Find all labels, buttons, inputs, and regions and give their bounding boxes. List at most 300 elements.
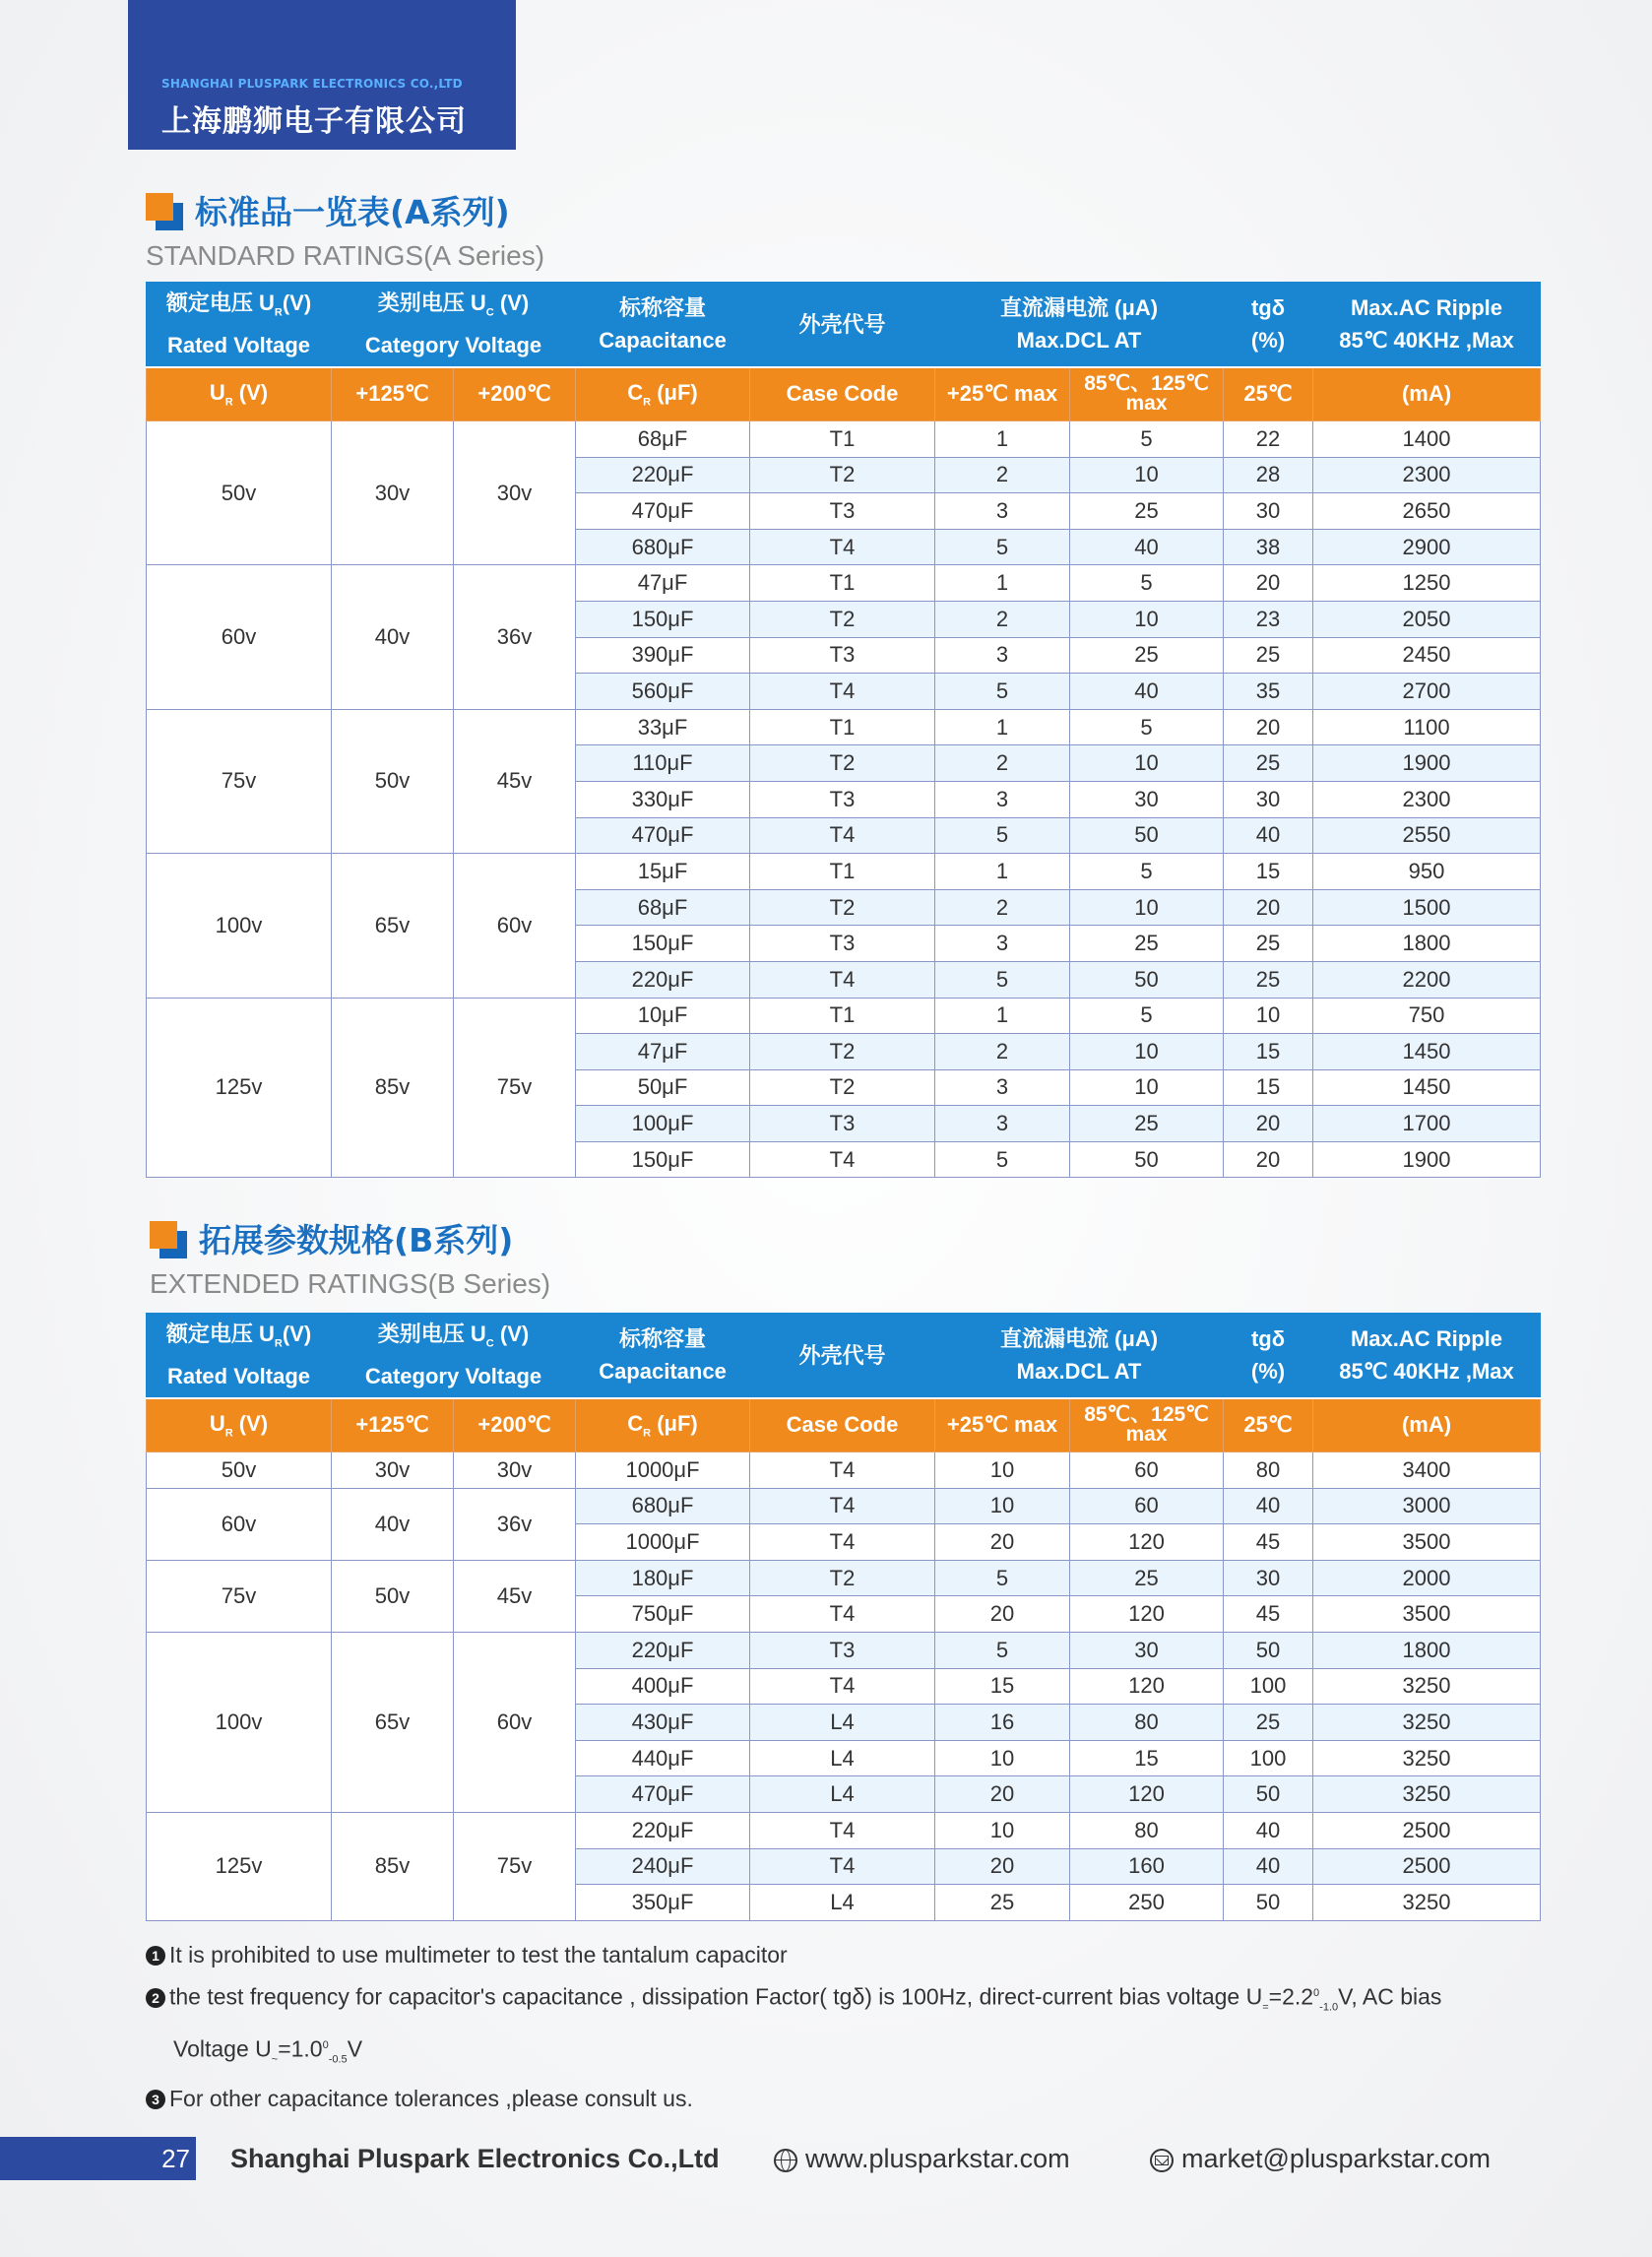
header-rated-voltage <box>147 1314 332 1398</box>
dcl-25-cell: 5 <box>935 1141 1070 1178</box>
dcl-85-cell: 25 <box>1070 637 1224 674</box>
table-row <box>147 565 1541 602</box>
dcl-85-cell: 10 <box>1070 601 1224 637</box>
header-capacitance <box>576 1314 750 1398</box>
capacitance-cell: 330μF <box>576 781 750 817</box>
capacitance-cell: 68μF <box>576 889 750 926</box>
header-text: (V) <box>232 380 269 406</box>
header-t25: 25℃ <box>1224 367 1313 421</box>
table-row <box>147 1452 1541 1489</box>
header-t125: +125℃ <box>332 1398 454 1452</box>
dcl-25-cell: 3 <box>935 1069 1070 1106</box>
category-200-cell: 75v <box>454 1812 576 1920</box>
capacitance-cell: 220μF <box>576 1812 750 1848</box>
header-text: 类别电压 U <box>377 290 486 316</box>
header-text: C <box>627 1411 644 1437</box>
header-text: (μF) <box>651 380 698 406</box>
ripple-cell: 2200 <box>1313 961 1541 998</box>
tg-cell: 38 <box>1224 529 1313 565</box>
header-text: C <box>627 380 644 406</box>
header-tg <box>1224 1314 1313 1398</box>
capacitance-cell: 470μF <box>576 1776 750 1813</box>
header-text: Rated Voltage <box>166 333 311 358</box>
tg-cell: 15 <box>1224 854 1313 890</box>
dcl-85-cell: 5 <box>1070 565 1224 602</box>
case-code-cell: T3 <box>750 493 935 530</box>
mail-icon <box>1150 2149 1174 2172</box>
dcl-85-cell: 10 <box>1070 889 1224 926</box>
capacitance-cell: 220μF <box>576 457 750 493</box>
tg-cell: 45 <box>1224 1524 1313 1561</box>
dcl-25-cell: 20 <box>935 1776 1070 1813</box>
capacitance-cell: 220μF <box>576 1632 750 1668</box>
note-number-badge: 2 <box>146 1988 165 2008</box>
section-square-icon <box>150 1221 189 1260</box>
ripple-cell: 750 <box>1313 998 1541 1034</box>
rated-voltage-cell: 125v <box>147 998 332 1178</box>
dcl-85-cell: 10 <box>1070 1069 1224 1106</box>
ripple-cell: 3250 <box>1313 1740 1541 1776</box>
ripple-cell: 1700 <box>1313 1106 1541 1142</box>
header-capacitance <box>576 283 750 367</box>
category-200-cell: 30v <box>454 1452 576 1489</box>
ripple-cell: 2500 <box>1313 1848 1541 1885</box>
header-text: 标称容量 <box>618 295 706 321</box>
dcl-85-cell: 160 <box>1070 1848 1224 1885</box>
header-t200: +200℃ <box>454 1398 576 1452</box>
header-text: (%) <box>1250 328 1286 354</box>
dcl-85-cell: 10 <box>1070 1034 1224 1070</box>
ripple-cell: 1900 <box>1313 745 1541 782</box>
case-code-cell: T2 <box>750 745 935 782</box>
company-name-en: SHANGHAI PLUSPARK ELECTRONICS CO.,LTD <box>161 77 463 91</box>
ripple-cell: 2500 <box>1313 1812 1541 1848</box>
category-125-cell: 30v <box>332 1452 454 1489</box>
section-square-icon <box>146 193 185 232</box>
tg-cell: 100 <box>1224 1668 1313 1705</box>
tg-cell: 40 <box>1224 1812 1313 1848</box>
capacitance-cell: 400μF <box>576 1668 750 1705</box>
tg-cell: 20 <box>1224 709 1313 745</box>
header-rated-voltage <box>147 283 332 367</box>
header-t85 <box>1070 1398 1224 1452</box>
dcl-25-cell: 5 <box>935 1560 1070 1596</box>
capacitance-cell: 10μF <box>576 998 750 1034</box>
tg-cell: 25 <box>1224 745 1313 782</box>
case-code-cell: T3 <box>750 781 935 817</box>
tg-cell: 25 <box>1224 926 1313 962</box>
category-200-cell: 75v <box>454 998 576 1178</box>
header-text: (V) <box>282 290 312 316</box>
category-125-cell: 40v <box>332 1488 454 1560</box>
table-row <box>147 1560 1541 1596</box>
section-a-title-cn: 标准品一览表(A系列) <box>195 193 510 231</box>
capacitance-cell: 240μF <box>576 1848 750 1885</box>
ripple-cell: 3250 <box>1313 1705 1541 1741</box>
note-2 <box>146 1974 1544 2027</box>
subscript: R <box>274 306 283 319</box>
dcl-85-cell: 25 <box>1070 1106 1224 1142</box>
note-subscript: -1.0 <box>1319 2001 1339 2014</box>
note-superscript: 0 <box>322 2039 329 2052</box>
capacitance-cell: 220μF <box>576 961 750 998</box>
header-text: tgδ <box>1250 295 1286 321</box>
ripple-cell: 2700 <box>1313 674 1541 710</box>
header-ripple <box>1313 1314 1541 1398</box>
rated-voltage-cell: 50v <box>147 1452 332 1489</box>
section-a-title-en: STANDARD RATINGS(A Series) <box>146 240 545 271</box>
tg-cell: 45 <box>1224 1596 1313 1633</box>
case-code-cell: T4 <box>750 1452 935 1489</box>
rated-voltage-cell: 50v <box>147 421 332 565</box>
header-ur <box>147 367 332 421</box>
case-code-cell: T3 <box>750 1632 935 1668</box>
header-ripple <box>1313 283 1541 367</box>
case-code-cell: T4 <box>750 1596 935 1633</box>
capacitance-cell: 150μF <box>576 1141 750 1178</box>
case-code-cell: L4 <box>750 1776 935 1813</box>
capacitance-cell: 50μF <box>576 1069 750 1106</box>
ripple-cell: 1250 <box>1313 565 1541 602</box>
case-code-cell: L4 <box>750 1705 935 1741</box>
header-text: 直流漏电流 (μA) <box>999 1326 1159 1352</box>
case-code-cell: T3 <box>750 926 935 962</box>
dcl-85-cell: 50 <box>1070 961 1224 998</box>
case-code-cell: T4 <box>750 1141 935 1178</box>
table-row <box>147 709 1541 745</box>
case-code-cell: T2 <box>750 1034 935 1070</box>
note-subscript: = <box>1262 2001 1269 2014</box>
footer-email[interactable] <box>1150 2137 1491 2180</box>
header-dcl <box>935 283 1224 367</box>
dcl-85-cell: 10 <box>1070 745 1224 782</box>
dcl-85-cell: 250 <box>1070 1885 1224 1921</box>
capacitance-cell: 470μF <box>576 493 750 530</box>
header-text: 类别电压 U <box>377 1322 486 1347</box>
header-t25: 25℃ <box>1224 1398 1313 1452</box>
dcl-25-cell: 20 <box>935 1596 1070 1633</box>
header-text: 额定电压 U <box>165 1322 275 1347</box>
case-code-cell: T4 <box>750 1848 935 1885</box>
dcl-25-cell: 3 <box>935 781 1070 817</box>
table-row <box>147 1812 1541 1848</box>
header-text: max <box>1125 392 1168 416</box>
dcl-85-cell: 80 <box>1070 1705 1224 1741</box>
footer <box>0 2137 1652 2180</box>
ripple-cell: 2650 <box>1313 493 1541 530</box>
tg-cell: 10 <box>1224 998 1313 1034</box>
category-200-cell: 36v <box>454 565 576 709</box>
case-code-cell: T2 <box>750 457 935 493</box>
subscript: C <box>485 1337 494 1350</box>
case-code-cell: T1 <box>750 854 935 890</box>
tg-cell: 50 <box>1224 1885 1313 1921</box>
dcl-25-cell: 25 <box>935 1885 1070 1921</box>
rated-voltage-cell: 125v <box>147 1812 332 1920</box>
header-text: 外壳代号 <box>798 1342 886 1368</box>
note-text: =2.2 <box>1268 1983 1314 2010</box>
dcl-85-cell: 60 <box>1070 1488 1224 1524</box>
table-row <box>147 998 1541 1034</box>
category-125-cell: 85v <box>332 998 454 1178</box>
dcl-25-cell: 10 <box>935 1812 1070 1848</box>
ripple-cell: 1800 <box>1313 1632 1541 1668</box>
note-text: the test frequency for capacitor's capacitance , dissipation Factor( tgδ) is 100Hz, direct-current bias voltage U <box>169 1983 1263 2010</box>
header-row-blue <box>147 283 1541 367</box>
header-text: 85℃、125℃ <box>1084 372 1209 396</box>
rated-voltage-cell: 60v <box>147 1488 332 1560</box>
tg-cell: 40 <box>1224 1488 1313 1524</box>
header-t85 <box>1070 367 1224 421</box>
footer-company: Shanghai Pluspark Electronics Co.,Ltd <box>230 2144 720 2173</box>
ripple-cell: 3000 <box>1313 1488 1541 1524</box>
capacitance-cell: 1000μF <box>576 1524 750 1561</box>
header-text: Max.AC Ripple <box>1350 295 1503 321</box>
rated-voltage-cell: 75v <box>147 1560 332 1632</box>
table-row <box>147 1488 1541 1524</box>
tg-cell: 30 <box>1224 781 1313 817</box>
dcl-25-cell: 2 <box>935 1034 1070 1070</box>
tg-cell: 25 <box>1224 637 1313 674</box>
capacitance-cell: 180μF <box>576 1560 750 1596</box>
dcl-25-cell: 10 <box>935 1488 1070 1524</box>
footer-website[interactable] <box>774 2137 1070 2180</box>
category-200-cell: 30v <box>454 421 576 565</box>
capacitance-cell: 47μF <box>576 1034 750 1070</box>
dcl-85-cell: 25 <box>1070 926 1224 962</box>
header-text: (%) <box>1250 1359 1286 1385</box>
case-code-cell: T2 <box>750 1069 935 1106</box>
dcl-85-cell: 30 <box>1070 1632 1224 1668</box>
section-b-title-cn: 拓展参数规格(B系列) <box>199 1221 514 1259</box>
dcl-25-cell: 5 <box>935 817 1070 854</box>
email-link[interactable]: market@plusparkstar.com <box>1181 2144 1492 2173</box>
rated-voltage-cell: 75v <box>147 709 332 853</box>
dcl-85-cell: 80 <box>1070 1812 1224 1848</box>
dcl-25-cell: 20 <box>935 1848 1070 1885</box>
category-200-cell: 45v <box>454 709 576 853</box>
tg-cell: 25 <box>1224 961 1313 998</box>
standard-ratings-table <box>146 282 1541 1178</box>
capacitance-cell: 110μF <box>576 745 750 782</box>
category-125-cell: 65v <box>332 854 454 998</box>
subscript: C <box>485 306 494 319</box>
dcl-25-cell: 3 <box>935 926 1070 962</box>
extended-ratings-table <box>146 1313 1541 1921</box>
note-subscript: ~ <box>271 2053 279 2066</box>
ripple-cell: 3250 <box>1313 1776 1541 1813</box>
case-code-cell: T2 <box>750 601 935 637</box>
subscript: R <box>643 1427 652 1440</box>
note-3 <box>146 2080 1544 2118</box>
dcl-25-cell: 5 <box>935 961 1070 998</box>
note-text: =1.0 <box>278 2035 323 2062</box>
capacitance-cell: 47μF <box>576 565 750 602</box>
header-text: (V) <box>232 1411 269 1437</box>
dcl-25-cell: 2 <box>935 457 1070 493</box>
case-code-cell: T1 <box>750 421 935 458</box>
note-superscript: 0 <box>1313 1987 1320 1999</box>
tg-cell: 23 <box>1224 601 1313 637</box>
company-name-cn: 上海鹏狮电子有限公司 <box>161 104 467 139</box>
case-code-cell: T2 <box>750 1560 935 1596</box>
dcl-85-cell: 40 <box>1070 674 1224 710</box>
table-row <box>147 421 1541 458</box>
dcl-85-cell: 15 <box>1070 1740 1224 1776</box>
header-text: Max.DCL AT <box>1016 1359 1142 1385</box>
header-text: Max.DCL AT <box>1016 328 1142 354</box>
header-text: (V) <box>493 290 530 316</box>
capacitance-cell: 150μF <box>576 601 750 637</box>
rated-voltage-cell: 60v <box>147 565 332 709</box>
tg-cell: 22 <box>1224 421 1313 458</box>
header-text: Category Voltage <box>364 1364 542 1389</box>
header-row-orange <box>147 367 1541 421</box>
subscript: R <box>274 1337 283 1350</box>
case-code-cell: T4 <box>750 1488 935 1524</box>
header-t25max: +25℃ max <box>935 1398 1070 1452</box>
tg-cell: 20 <box>1224 889 1313 926</box>
category-125-cell: 40v <box>332 565 454 709</box>
header-t25max: +25℃ max <box>935 367 1070 421</box>
header-case-code: Case Code <box>750 1398 935 1452</box>
capacitance-cell: 33μF <box>576 709 750 745</box>
dcl-25-cell: 20 <box>935 1524 1070 1561</box>
header-text: U <box>209 1411 225 1437</box>
case-code-cell: T1 <box>750 709 935 745</box>
header-text: Category Voltage <box>364 333 542 358</box>
globe-icon <box>774 2149 797 2172</box>
ripple-cell: 1500 <box>1313 889 1541 926</box>
capacitance-cell: 100μF <box>576 1106 750 1142</box>
category-200-cell: 45v <box>454 1560 576 1632</box>
capacitance-cell: 470μF <box>576 817 750 854</box>
ripple-cell: 1100 <box>1313 709 1541 745</box>
dcl-85-cell: 10 <box>1070 457 1224 493</box>
dcl-85-cell: 5 <box>1070 421 1224 458</box>
dcl-85-cell: 25 <box>1070 1560 1224 1596</box>
dcl-85-cell: 30 <box>1070 781 1224 817</box>
capacitance-cell: 680μF <box>576 529 750 565</box>
capacitance-cell: 390μF <box>576 637 750 674</box>
case-code-cell: T4 <box>750 1668 935 1705</box>
note-number-badge: 3 <box>146 2090 165 2109</box>
case-code-cell: T1 <box>750 998 935 1034</box>
tg-cell: 30 <box>1224 493 1313 530</box>
dcl-85-cell: 50 <box>1070 817 1224 854</box>
header-text: U <box>209 380 225 406</box>
dcl-25-cell: 1 <box>935 998 1070 1034</box>
header-text: 85℃ 40KHz ,Max <box>1339 1359 1514 1385</box>
ripple-cell: 1900 <box>1313 1141 1541 1178</box>
subscript: R <box>224 396 233 409</box>
company-logo-block <box>128 0 516 150</box>
header-ma: (mA) <box>1313 1398 1541 1452</box>
header-ma: (mA) <box>1313 367 1541 421</box>
case-code-cell: T4 <box>750 674 935 710</box>
ripple-cell: 3500 <box>1313 1596 1541 1633</box>
header-text: Capacitance <box>599 1359 727 1385</box>
case-code-cell: T3 <box>750 1106 935 1142</box>
capacitance-cell: 350μF <box>576 1885 750 1921</box>
tg-cell: 40 <box>1224 1848 1313 1885</box>
header-case-cn <box>750 283 935 367</box>
capacitance-cell: 560μF <box>576 674 750 710</box>
dcl-25-cell: 5 <box>935 1632 1070 1668</box>
dcl-85-cell: 120 <box>1070 1776 1224 1813</box>
dcl-25-cell: 1 <box>935 854 1070 890</box>
dcl-25-cell: 3 <box>935 1106 1070 1142</box>
note-text: V <box>347 2035 363 2062</box>
dcl-85-cell: 5 <box>1070 709 1224 745</box>
tg-cell: 25 <box>1224 1705 1313 1741</box>
header-text: Max.AC Ripple <box>1350 1326 1503 1352</box>
tg-cell: 15 <box>1224 1034 1313 1070</box>
case-code-cell: T3 <box>750 637 935 674</box>
ripple-cell: 3400 <box>1313 1452 1541 1489</box>
ripple-cell: 1400 <box>1313 421 1541 458</box>
category-125-cell: 30v <box>332 421 454 565</box>
capacitance-cell: 15μF <box>576 854 750 890</box>
category-125-cell: 65v <box>332 1632 454 1812</box>
ripple-cell: 2300 <box>1313 457 1541 493</box>
dcl-85-cell: 120 <box>1070 1524 1224 1561</box>
tg-cell: 20 <box>1224 1141 1313 1178</box>
note-text: V, AC bias <box>1338 1983 1442 2010</box>
dcl-85-cell: 120 <box>1070 1668 1224 1705</box>
dcl-25-cell: 2 <box>935 601 1070 637</box>
category-125-cell: 50v <box>332 1560 454 1632</box>
header-text: (V) <box>282 1322 312 1347</box>
header-cr <box>576 367 750 421</box>
ripple-cell: 2000 <box>1313 1560 1541 1596</box>
capacitance-cell: 150μF <box>576 926 750 962</box>
case-code-cell: T2 <box>750 889 935 926</box>
header-case-code: Case Code <box>750 367 935 421</box>
case-code-cell: T4 <box>750 529 935 565</box>
rated-voltage-cell: 100v <box>147 1632 332 1812</box>
header-tg <box>1224 283 1313 367</box>
ripple-cell: 1450 <box>1313 1034 1541 1070</box>
note-number-badge: 1 <box>146 1946 165 1966</box>
header-text: 标称容量 <box>618 1326 706 1352</box>
ripple-cell: 3250 <box>1313 1668 1541 1705</box>
table-row <box>147 1632 1541 1668</box>
tg-cell: 28 <box>1224 457 1313 493</box>
case-code-cell: L4 <box>750 1740 935 1776</box>
ripple-cell: 3500 <box>1313 1524 1541 1561</box>
header-row-blue <box>147 1314 1541 1398</box>
header-category-voltage <box>332 283 576 367</box>
header-category-voltage <box>332 1314 576 1398</box>
header-text: tgδ <box>1250 1326 1286 1352</box>
tg-cell: 15 <box>1224 1069 1313 1106</box>
category-125-cell: 85v <box>332 1812 454 1920</box>
capacitance-cell: 440μF <box>576 1740 750 1776</box>
header-text: 外壳代号 <box>798 311 886 337</box>
category-200-cell: 60v <box>454 854 576 998</box>
header-text: 85℃、125℃ <box>1084 1403 1209 1427</box>
capacitance-cell: 1000μF <box>576 1452 750 1489</box>
table-row <box>147 854 1541 890</box>
ripple-cell: 2300 <box>1313 781 1541 817</box>
subscript: R <box>643 396 652 409</box>
header-t125: +125℃ <box>332 367 454 421</box>
ripple-cell: 2450 <box>1313 637 1541 674</box>
website-link[interactable]: www.plusparkstar.com <box>805 2144 1070 2173</box>
note-text: It is prohibited to use multimeter to test the tantalum capacitor <box>169 1942 788 1967</box>
section-b-title-en: EXTENDED RATINGS(B Series) <box>150 1268 551 1299</box>
